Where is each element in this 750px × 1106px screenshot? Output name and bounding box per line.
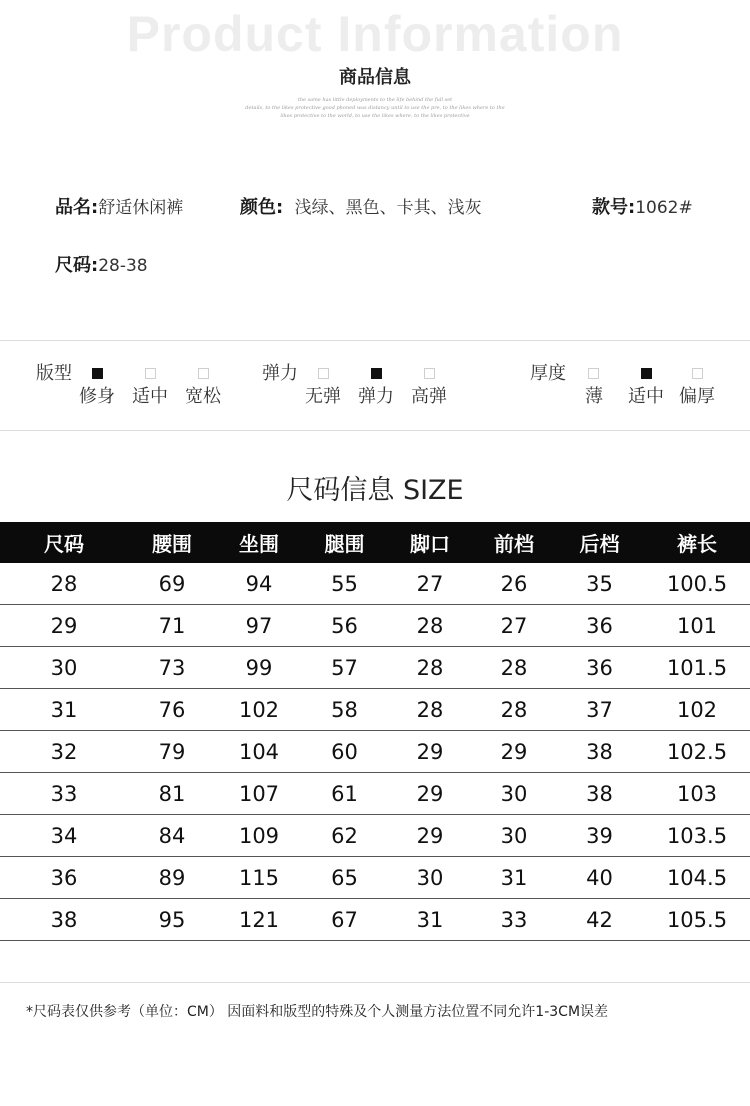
cell: 103 xyxy=(644,773,750,815)
cell: 60 xyxy=(302,731,387,773)
table-row xyxy=(0,563,750,605)
cell: 29 xyxy=(387,773,473,815)
cell: 56 xyxy=(302,605,387,647)
cell: 31 xyxy=(473,857,555,899)
table-row xyxy=(0,773,750,815)
cell: 29 xyxy=(387,731,473,773)
thickness-option-medium-box xyxy=(641,368,652,379)
cell: 65 xyxy=(302,857,387,899)
decorative-text-line: the same has little deployments to the life behind the full set xyxy=(297,97,453,103)
size-range-label: 尺码: xyxy=(55,255,99,276)
product-name xyxy=(55,196,183,220)
cell: 33 xyxy=(0,773,128,815)
cell: 29 xyxy=(387,815,473,857)
size-disclaimer: *尺码表仅供参考（单位：CM） 因面料和版型的特殊及个人测量方法位置不同允许1-3CM误差 xyxy=(26,1004,609,1020)
cell: 103.5 xyxy=(644,815,750,857)
fit-option-slim: 修身 xyxy=(79,386,115,407)
cell: 30 xyxy=(0,647,128,689)
watermark-title: Product Information xyxy=(126,6,624,62)
cell: 69 xyxy=(128,563,216,605)
header-leg-opening: 脚口 xyxy=(387,522,473,563)
cell: 55 xyxy=(302,563,387,605)
cell: 38 xyxy=(555,773,644,815)
divider xyxy=(0,430,750,431)
cell: 32 xyxy=(0,731,128,773)
fit-option-regular: 适中 xyxy=(132,386,168,407)
section-title: 商品信息 xyxy=(339,67,411,88)
cell: 26 xyxy=(473,563,555,605)
cell: 58 xyxy=(302,689,387,731)
cell: 102 xyxy=(216,689,302,731)
stretch-option-none-box xyxy=(318,368,329,379)
size-table xyxy=(0,522,750,941)
product-name-value: 舒适休闲裤 xyxy=(98,198,184,218)
cell: 36 xyxy=(555,647,644,689)
cell: 104 xyxy=(216,731,302,773)
style-number-label: 款号: xyxy=(592,197,636,218)
header-size: 尺码 xyxy=(0,522,128,563)
decorative-text-line: details, to the likes protective good phoned was distancy until to use the pre, to the likes where to the xyxy=(245,105,505,111)
stretch-option-none: 无弹 xyxy=(305,386,341,407)
cell: 67 xyxy=(302,899,387,941)
product-name-label: 品名: xyxy=(55,197,99,218)
cell: 57 xyxy=(302,647,387,689)
cell: 30 xyxy=(473,773,555,815)
cell: 28 xyxy=(387,689,473,731)
fit-option-loose: 宽松 xyxy=(185,386,221,407)
thickness-label: 厚度 xyxy=(530,363,566,384)
thickness-option-thin-box xyxy=(588,368,599,379)
size-table-header xyxy=(0,522,750,563)
cell: 29 xyxy=(473,731,555,773)
product-color-value: 浅绿、黑色、卡其、浅灰 xyxy=(294,198,482,218)
cell: 28 xyxy=(473,689,555,731)
cell: 115 xyxy=(216,857,302,899)
table-row xyxy=(0,605,750,647)
table-row xyxy=(0,899,750,941)
cell: 94 xyxy=(216,563,302,605)
cell: 36 xyxy=(555,605,644,647)
cell: 40 xyxy=(555,857,644,899)
stretch-option-stretch-box xyxy=(371,368,382,379)
header-waist: 腰围 xyxy=(128,522,216,563)
table-row xyxy=(0,647,750,689)
cell: 100.5 xyxy=(644,563,750,605)
cell: 38 xyxy=(0,899,128,941)
stretch-option-stretch: 弹力 xyxy=(358,386,394,407)
cell: 105.5 xyxy=(644,899,750,941)
cell: 97 xyxy=(216,605,302,647)
fit-option-regular-box xyxy=(145,368,156,379)
cell: 101 xyxy=(644,605,750,647)
product-style-number xyxy=(592,196,693,220)
cell: 39 xyxy=(555,815,644,857)
cell: 101.5 xyxy=(644,647,750,689)
fit-option-slim-box xyxy=(92,368,103,379)
stretch-option-high: 高弹 xyxy=(411,386,447,407)
cell: 30 xyxy=(387,857,473,899)
cell: 109 xyxy=(216,815,302,857)
cell: 30 xyxy=(473,815,555,857)
cell: 28 xyxy=(473,647,555,689)
cell: 28 xyxy=(0,563,128,605)
header-length: 裤长 xyxy=(644,522,750,563)
divider xyxy=(0,982,750,983)
cell: 99 xyxy=(216,647,302,689)
cell: 31 xyxy=(0,689,128,731)
table-row xyxy=(0,857,750,899)
table-row xyxy=(0,815,750,857)
header-hip: 坐围 xyxy=(216,522,302,563)
decorative-text-line: likes protective to the world, to use the likes where, to the likes protective xyxy=(280,113,470,119)
cell: 28 xyxy=(387,647,473,689)
header-back-rise: 后档 xyxy=(555,522,644,563)
table-row xyxy=(0,731,750,773)
cell: 71 xyxy=(128,605,216,647)
size-range-value: 28-38 xyxy=(98,256,148,276)
cell: 33 xyxy=(473,899,555,941)
cell: 95 xyxy=(128,899,216,941)
cell: 102 xyxy=(644,689,750,731)
thickness-option-thick: 偏厚 xyxy=(679,386,715,407)
cell: 31 xyxy=(387,899,473,941)
cell: 104.5 xyxy=(644,857,750,899)
cell: 38 xyxy=(555,731,644,773)
cell: 107 xyxy=(216,773,302,815)
divider xyxy=(0,340,750,341)
cell: 35 xyxy=(555,563,644,605)
cell: 73 xyxy=(128,647,216,689)
thickness-option-thin: 薄 xyxy=(585,386,603,407)
cell: 28 xyxy=(387,605,473,647)
cell: 27 xyxy=(387,563,473,605)
fit-option-loose-box xyxy=(198,368,209,379)
table-row xyxy=(0,689,750,731)
cell: 79 xyxy=(128,731,216,773)
cell: 89 xyxy=(128,857,216,899)
cell: 81 xyxy=(128,773,216,815)
cell: 29 xyxy=(0,605,128,647)
cell: 102.5 xyxy=(644,731,750,773)
cell: 27 xyxy=(473,605,555,647)
cell: 121 xyxy=(216,899,302,941)
cell: 84 xyxy=(128,815,216,857)
product-size-range xyxy=(55,254,148,278)
fit-label: 版型 xyxy=(36,363,72,384)
header-front-rise: 前档 xyxy=(473,522,555,563)
cell: 42 xyxy=(555,899,644,941)
cell: 36 xyxy=(0,857,128,899)
cell: 62 xyxy=(302,815,387,857)
cell: 76 xyxy=(128,689,216,731)
cell: 61 xyxy=(302,773,387,815)
size-section-title: 尺码信息 SIZE xyxy=(286,475,464,506)
style-number-value: 1062# xyxy=(635,198,693,218)
product-color xyxy=(240,196,482,220)
header-thigh: 腿围 xyxy=(302,522,387,563)
stretch-option-high-box xyxy=(424,368,435,379)
stretch-label: 弹力 xyxy=(262,363,298,384)
thickness-option-medium: 适中 xyxy=(628,386,664,407)
cell: 37 xyxy=(555,689,644,731)
cell: 34 xyxy=(0,815,128,857)
product-color-label: 颜色: xyxy=(240,197,284,218)
thickness-option-thick-box xyxy=(692,368,703,379)
